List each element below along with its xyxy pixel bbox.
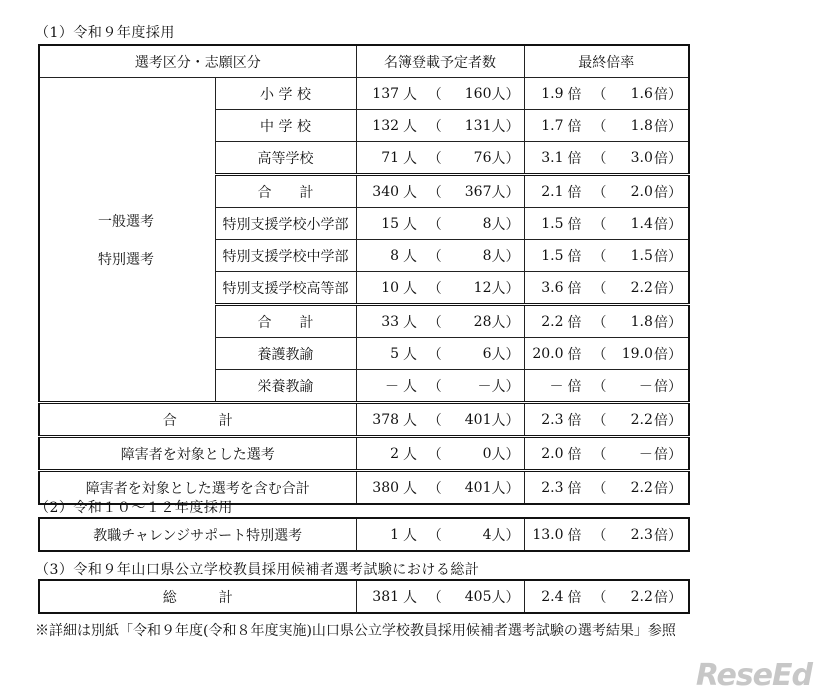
- ratio-value: 3.1: [541, 149, 564, 166]
- ratio-cell: [524, 240, 689, 272]
- ratio-value: 2.0: [541, 445, 564, 462]
- count-cell: [356, 471, 524, 505]
- row-label: 特別支援学校小学部: [215, 208, 356, 240]
- unit-label: 倍: [567, 184, 582, 201]
- row-label: 合 計: [215, 305, 356, 338]
- unit-label: 倍: [567, 216, 582, 233]
- open-paren: （: [427, 412, 442, 429]
- unit-label: 倍: [567, 480, 582, 497]
- table-row: [39, 78, 689, 110]
- unit-label: 人）: [491, 378, 520, 395]
- unit-label: 倍）: [654, 412, 682, 429]
- ratio-cell: [524, 518, 689, 551]
- ratio-cell: [524, 110, 689, 142]
- unit-label: 倍: [567, 346, 582, 363]
- unit-label: 倍）: [654, 248, 682, 265]
- row-label: 養護教諭: [215, 338, 356, 370]
- row-label: 中 学 校: [215, 110, 356, 142]
- open-paren: （: [592, 86, 607, 103]
- ratio-prev-value: 3.0: [630, 149, 653, 166]
- unit-label: 倍: [567, 378, 582, 395]
- open-paren: （: [427, 589, 442, 606]
- open-paren: （: [592, 378, 607, 395]
- unit-label: 倍）: [654, 118, 682, 135]
- row-label: 障害者を対象とした選考を含む合計: [39, 471, 356, 505]
- ratio-cell: [524, 338, 689, 370]
- unit-label: 人）: [491, 480, 520, 497]
- open-paren: （: [592, 118, 607, 135]
- count-prev-value: －: [477, 378, 492, 395]
- row-label: 教職チャレンジサポート特別選考: [39, 518, 356, 551]
- header-count: 名簿登載予定者数: [356, 45, 524, 78]
- unit-label: 人: [403, 412, 418, 429]
- ratio-value: 3.6: [541, 279, 564, 296]
- unit-label: 倍: [567, 280, 582, 297]
- ratio-cell: [524, 78, 689, 110]
- unit-label: 人: [403, 248, 418, 265]
- unit-label: 倍）: [654, 346, 682, 363]
- open-paren: （: [427, 150, 442, 167]
- ratio-value: 1.5: [541, 215, 564, 232]
- count-prev-value: 405: [464, 588, 492, 605]
- section3-title: （3）令和９年山口県公立学校教員採用候補者選考試験における総計: [35, 562, 480, 578]
- count-prev-value: 131: [464, 117, 492, 134]
- ratio-prev-value: 2.0: [630, 183, 653, 200]
- count-prev-value: 401: [464, 411, 492, 428]
- row-label: 合 計: [215, 175, 356, 208]
- ratio-prev-value: 2.2: [630, 479, 653, 496]
- row-label: 総 計: [39, 580, 356, 613]
- count-value: 137: [372, 85, 400, 102]
- row-label: 特別支援学校高等部: [215, 272, 356, 305]
- count-value: 15: [381, 215, 400, 232]
- open-paren: （: [427, 86, 442, 103]
- unit-label: 人）: [491, 150, 520, 167]
- ratio-cell: [524, 471, 689, 505]
- open-paren: （: [427, 248, 442, 265]
- unit-label: 倍）: [654, 150, 682, 167]
- ratio-value: 1.9: [541, 85, 564, 102]
- open-paren: （: [592, 280, 607, 297]
- unit-label: 人）: [491, 184, 520, 201]
- open-paren: （: [427, 378, 442, 395]
- count-prev-value: 401: [464, 479, 492, 496]
- count-value: 10: [381, 279, 400, 296]
- count-cell: [356, 110, 524, 142]
- unit-label: 人: [403, 118, 418, 135]
- count-prev-value: 8: [482, 247, 492, 264]
- unit-label: 倍: [567, 248, 582, 265]
- header-ratio: 最終倍率: [524, 45, 689, 78]
- open-paren: （: [592, 346, 607, 363]
- ratio-cell: [524, 142, 689, 175]
- ratio-value: 13.0: [532, 526, 564, 543]
- open-paren: （: [592, 446, 607, 463]
- count-prev-value: 160: [464, 85, 492, 102]
- ratio-prev-value: 1.8: [630, 313, 653, 330]
- ratio-prev-value: 19.0: [621, 345, 653, 362]
- count-value: 5: [390, 345, 400, 362]
- unit-label: 人）: [491, 589, 520, 606]
- watermark-logo: ReseEd: [695, 658, 812, 693]
- unit-label: 倍: [567, 118, 582, 135]
- open-paren: （: [427, 280, 442, 297]
- row-label: 高等学校: [215, 142, 356, 175]
- count-value: －: [385, 378, 400, 395]
- count-value: 71: [381, 149, 400, 166]
- unit-label: 倍）: [654, 589, 682, 606]
- open-paren: （: [592, 248, 607, 265]
- ratio-value: 2.2: [541, 313, 564, 330]
- unit-label: 人）: [491, 216, 520, 233]
- count-cell: [356, 175, 524, 208]
- unit-label: 倍: [567, 446, 582, 463]
- main-results-table: [38, 44, 690, 505]
- count-prev-value: 76: [473, 149, 492, 166]
- group-label-cell: [39, 78, 215, 403]
- count-value: 33: [381, 313, 400, 330]
- count-value: 8: [390, 247, 400, 264]
- group-label-general: 一般選考: [98, 213, 154, 230]
- ratio-prev-value: 2.2: [630, 279, 653, 296]
- count-value: 340: [372, 183, 400, 200]
- unit-label: 人: [403, 314, 418, 331]
- count-prev-value: 12: [473, 279, 492, 296]
- section2-table: [38, 517, 690, 552]
- open-paren: （: [427, 216, 442, 233]
- unit-label: 人: [403, 527, 418, 544]
- count-prev-value: 0: [482, 445, 492, 462]
- unit-label: 倍）: [654, 480, 682, 497]
- ratio-value: －: [549, 378, 564, 395]
- unit-label: 人: [403, 378, 418, 395]
- unit-label: 倍）: [654, 216, 682, 233]
- unit-label: 人）: [491, 346, 520, 363]
- count-cell: [356, 437, 524, 471]
- ratio-cell: [524, 175, 689, 208]
- count-cell: [356, 78, 524, 110]
- row-label: 小 学 校: [215, 78, 356, 110]
- count-value: 1: [390, 526, 400, 543]
- count-cell: [356, 338, 524, 370]
- open-paren: （: [592, 150, 607, 167]
- open-paren: （: [427, 446, 442, 463]
- count-prev-value: 4: [482, 526, 492, 543]
- unit-label: 倍: [567, 527, 582, 544]
- open-paren: （: [592, 527, 607, 544]
- unit-label: 倍）: [654, 527, 682, 544]
- unit-label: 倍: [567, 314, 582, 331]
- open-paren: （: [427, 118, 442, 135]
- unit-label: 倍: [567, 150, 582, 167]
- unit-label: 人）: [491, 280, 520, 297]
- count-value: 2: [390, 445, 400, 462]
- count-cell: [356, 208, 524, 240]
- row-label: 栄養教諭: [215, 370, 356, 403]
- unit-label: 人: [403, 446, 418, 463]
- ratio-cell: [524, 403, 689, 437]
- open-paren: （: [592, 589, 607, 606]
- table-row: [39, 580, 689, 613]
- count-value: 380: [372, 479, 400, 496]
- summary-row: [39, 403, 689, 437]
- count-value: 132: [372, 117, 400, 134]
- header-category: 選考区分・志願区分: [39, 45, 356, 78]
- ratio-value: 1.5: [541, 247, 564, 264]
- unit-label: 人）: [491, 86, 520, 103]
- ratio-value: 20.0: [532, 345, 564, 362]
- summary-row: [39, 437, 689, 471]
- unit-label: 倍）: [654, 184, 682, 201]
- unit-label: 倍）: [654, 280, 682, 297]
- ratio-prev-value: 2.3: [630, 526, 653, 543]
- unit-label: 人: [403, 150, 418, 167]
- ratio-cell: [524, 305, 689, 338]
- unit-label: 人）: [491, 118, 520, 135]
- count-cell: [356, 580, 524, 613]
- open-paren: （: [427, 480, 442, 497]
- section2-title: （2）令和１０～１２年度採用: [35, 500, 233, 516]
- unit-label: 倍）: [654, 378, 682, 395]
- ratio-value: 2.1: [541, 183, 564, 200]
- footnote: ※詳細は別紙「令和９年度(令和８年度実施)山口県公立学校教員採用候補者選考試験の選考結果」参照: [35, 623, 676, 639]
- ratio-prev-value: 1.6: [630, 85, 653, 102]
- ratio-prev-value: 1.8: [630, 117, 653, 134]
- unit-label: 倍: [567, 589, 582, 606]
- count-value: 381: [372, 588, 400, 605]
- count-cell: [356, 240, 524, 272]
- count-cell: [356, 272, 524, 305]
- open-paren: （: [427, 346, 442, 363]
- count-prev-value: 6: [482, 345, 492, 362]
- open-paren: （: [592, 314, 607, 331]
- ratio-value: 1.7: [541, 117, 564, 134]
- count-cell: [356, 403, 524, 437]
- table-row: [39, 518, 689, 551]
- group-label-special: 特別選考: [98, 251, 154, 268]
- unit-label: 倍: [567, 412, 582, 429]
- row-label: 合 計: [39, 403, 356, 437]
- row-label: 特別支援学校中学部: [215, 240, 356, 272]
- row-label: 障害者を対象とした選考: [39, 437, 356, 471]
- ratio-value: 2.3: [541, 411, 564, 428]
- count-prev-value: 28: [473, 313, 492, 330]
- unit-label: 人）: [491, 412, 520, 429]
- unit-label: 人）: [491, 314, 520, 331]
- table-header-row: [39, 45, 689, 78]
- ratio-cell: [524, 208, 689, 240]
- unit-label: 人: [403, 216, 418, 233]
- ratio-prev-value: 2.2: [630, 588, 653, 605]
- count-prev-value: 8: [482, 215, 492, 232]
- open-paren: （: [592, 412, 607, 429]
- ratio-prev-value: －: [638, 378, 653, 395]
- unit-label: 倍）: [654, 314, 682, 331]
- ratio-value: 2.4: [541, 588, 564, 605]
- open-paren: （: [427, 314, 442, 331]
- open-paren: （: [592, 480, 607, 497]
- unit-label: 人: [403, 184, 418, 201]
- unit-label: 人: [403, 480, 418, 497]
- section1-title: （1）令和９年度採用: [35, 25, 175, 41]
- ratio-prev-value: 1.5: [630, 247, 653, 264]
- unit-label: 人: [403, 589, 418, 606]
- count-value: 378: [372, 411, 400, 428]
- ratio-cell: [524, 580, 689, 613]
- open-paren: （: [427, 184, 442, 201]
- ratio-cell: [524, 370, 689, 403]
- open-paren: （: [427, 527, 442, 544]
- ratio-value: 2.3: [541, 479, 564, 496]
- ratio-cell: [524, 272, 689, 305]
- section3-table: [38, 579, 690, 614]
- ratio-cell: [524, 437, 689, 471]
- open-paren: （: [592, 216, 607, 233]
- unit-label: 人）: [491, 446, 520, 463]
- unit-label: 人: [403, 346, 418, 363]
- ratio-prev-value: －: [638, 446, 653, 463]
- unit-label: 人: [403, 280, 418, 297]
- count-cell: [356, 142, 524, 175]
- unit-label: 人: [403, 86, 418, 103]
- unit-label: 倍）: [654, 86, 682, 103]
- ratio-prev-value: 1.4: [630, 215, 653, 232]
- unit-label: 倍）: [654, 446, 682, 463]
- count-cell: [356, 370, 524, 403]
- ratio-prev-value: 2.2: [630, 411, 653, 428]
- count-cell: [356, 305, 524, 338]
- unit-label: 人）: [491, 527, 520, 544]
- count-prev-value: 367: [464, 183, 492, 200]
- unit-label: 倍: [567, 86, 582, 103]
- count-cell: [356, 518, 524, 551]
- unit-label: 人）: [491, 248, 520, 265]
- open-paren: （: [592, 184, 607, 201]
